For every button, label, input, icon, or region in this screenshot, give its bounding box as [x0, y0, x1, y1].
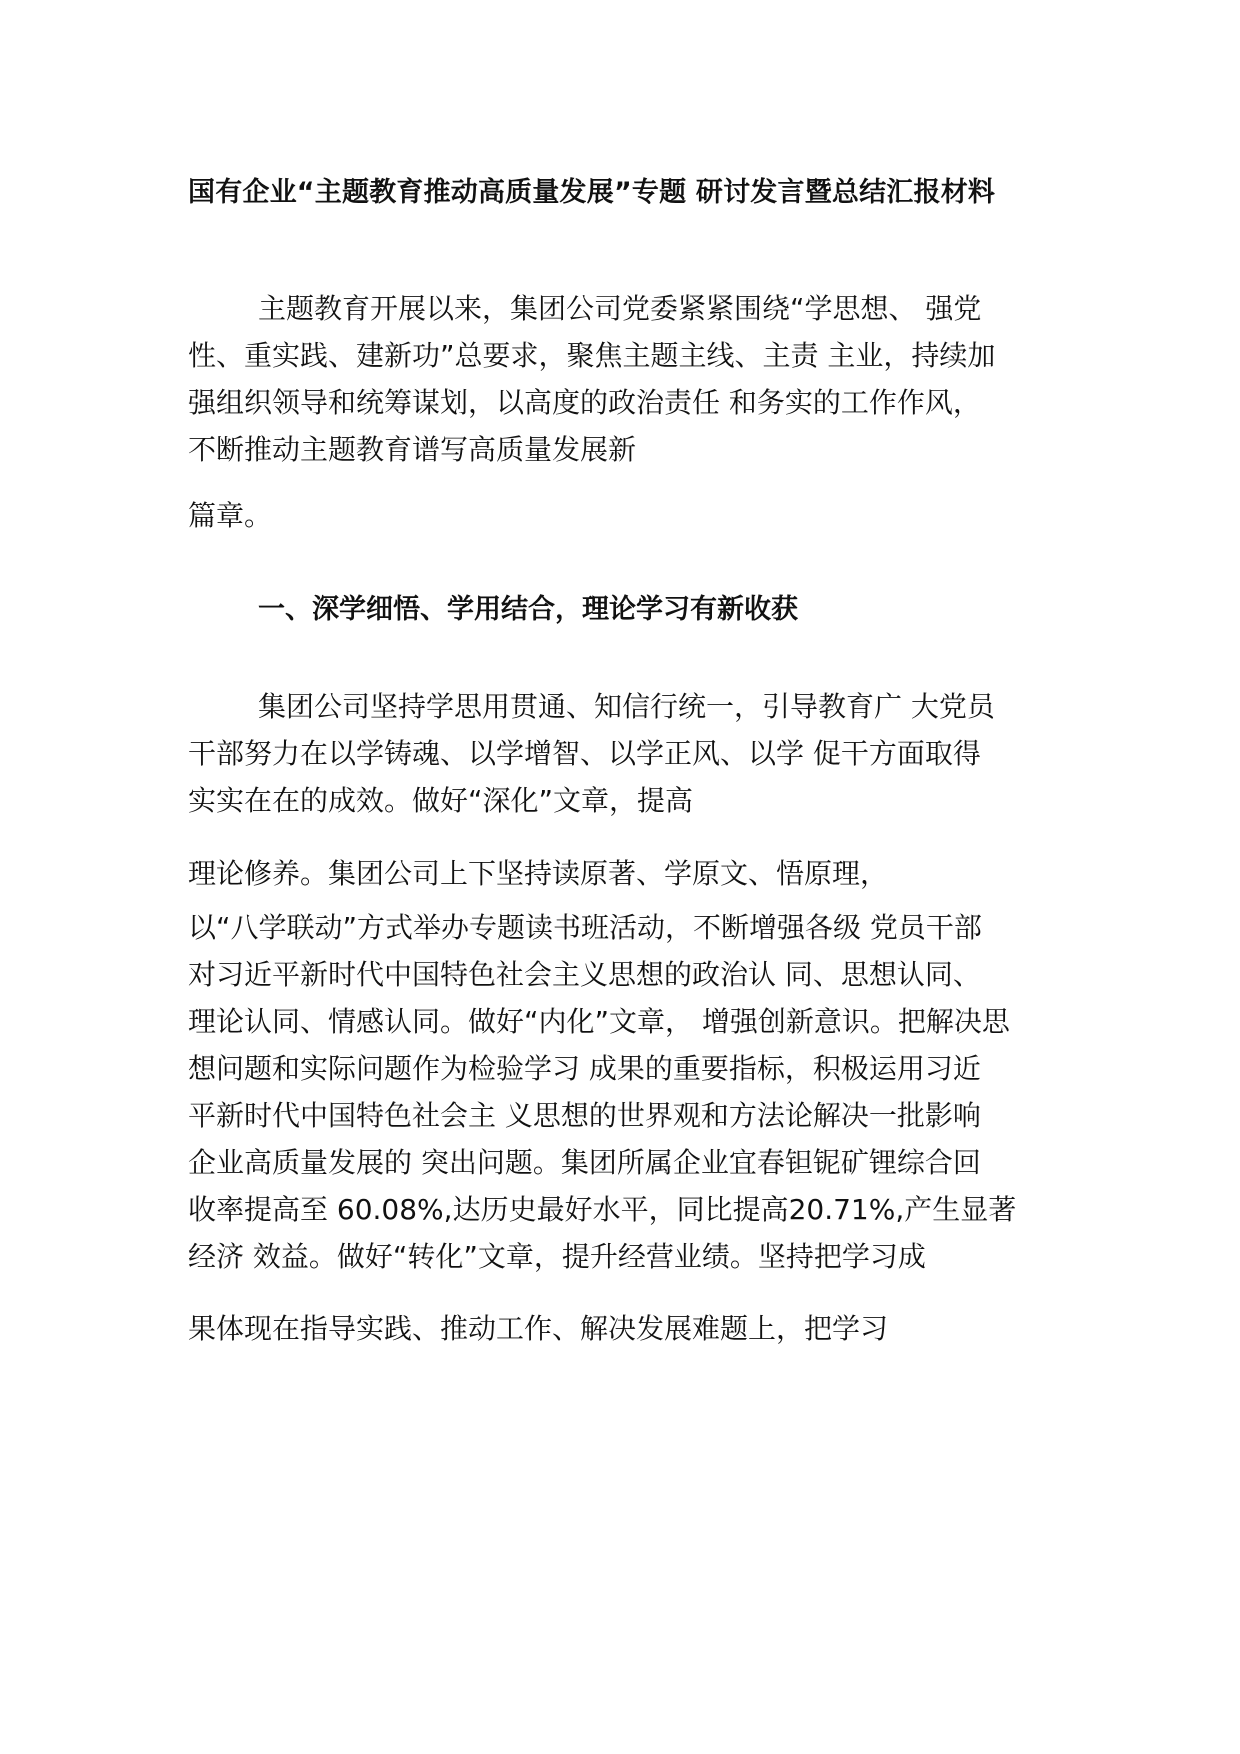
section-paragraph-d	[188, 1305, 1088, 1352]
section-paragraph-a	[188, 683, 1088, 824]
text-line: 强组织领导和统筹谋划，以高度的政治责任 和务实的工作作风，	[188, 386, 981, 419]
text-line: 收率提高至 60.08%,达历史最好水平，同比提高20.71%,产生显著	[188, 1193, 1017, 1226]
text-line: 集团公司坚持学思用贯通、知信行统一，引导教育广 大党员	[258, 690, 995, 723]
intro-paragraph-end	[188, 492, 1088, 539]
text-line: 理论修养。集团公司上下坚持读原著、学原文、悟原理，	[188, 857, 889, 890]
section-heading: 一、深学细悟、学用结合，理论学习有新收获	[258, 594, 798, 625]
intro-paragraph	[188, 285, 1088, 473]
section-paragraph-c	[188, 904, 1088, 1280]
document-title: 国有企业“主题教育推动高质量发展”专题 研讨发言暨总结汇报材料	[188, 177, 996, 208]
text-line: 篇章。	[188, 499, 273, 532]
text-line: 想问题和实际问题作为检验学习 成果的重要指标，积极运用习近	[188, 1052, 981, 1085]
text-line: 对习近平新时代中国特色社会主义思想的政治认 同、思想认同、	[188, 958, 981, 991]
text-line: 实实在在的成效。做好“深化”文章，提高	[188, 784, 694, 817]
text-line: 果体现在指导实践、推动工作、解决发展难题上，把学习	[188, 1312, 889, 1345]
text-line: 理论认同、情感认同。做好“内化”文章， 增强创新意识。把解决思	[188, 1005, 1010, 1038]
text-line: 主题教育开展以来，集团公司党委紧紧围绕“学思想、 强党	[258, 292, 982, 325]
text-line: 平新时代中国特色社会主 义思想的世界观和方法论解决一批影响	[188, 1099, 981, 1132]
text-line: 性、重实践、建新功”总要求，聚焦主题主线、主责 主业，持续加	[188, 339, 996, 372]
text-line: 企业高质量发展的 突出问题。集团所属企业宜春钽铌矿锂综合回	[188, 1146, 981, 1179]
text-line: 经济 效益。做好“转化”文章，提升经营业绩。坚持把学习成	[188, 1240, 926, 1273]
text-line: 不断推动主题教育谱写高质量发展新	[188, 433, 637, 466]
text-line: 干部努力在以学铸魂、以学增智、以学正风、以学 促干方面取得	[188, 737, 981, 770]
section-paragraph-b	[188, 850, 1088, 897]
text-line: 以“八学联动”方式举办专题读书班活动，不断增强各级 党员干部	[188, 911, 982, 944]
